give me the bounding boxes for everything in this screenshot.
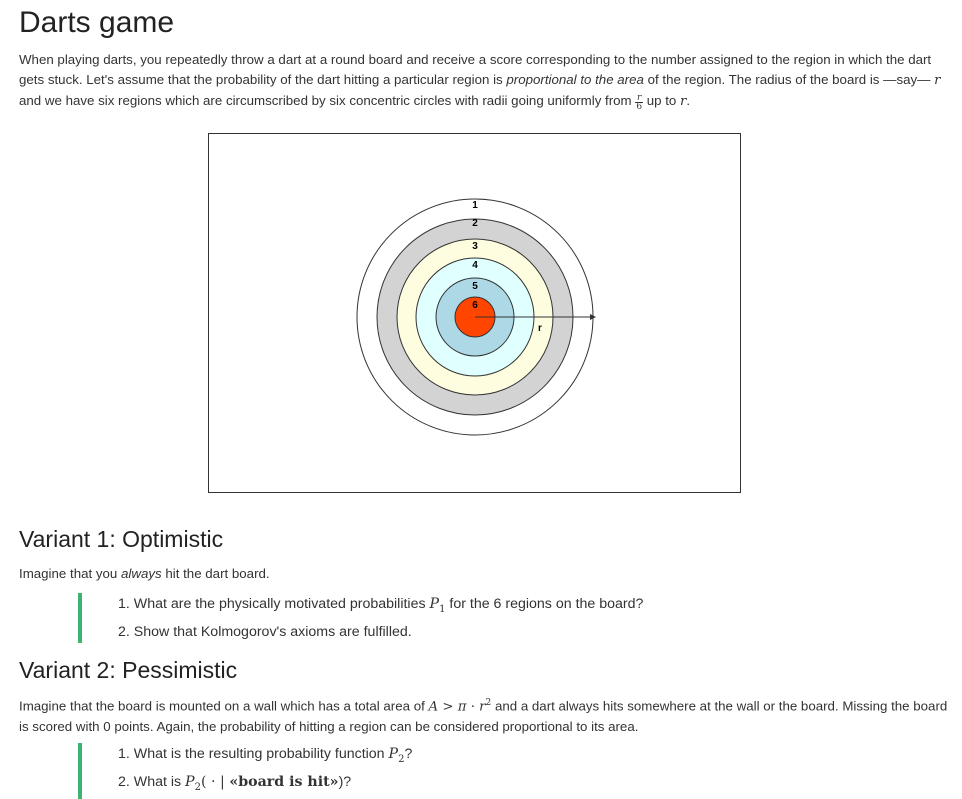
page-title: Darts game (19, 6, 175, 39)
probability-symbol: P (429, 596, 440, 612)
multiply-dot: · (466, 699, 480, 715)
region-label-6: 6 (472, 300, 478, 311)
probability-subscript: 2 (398, 753, 405, 765)
task-text: What is the resulting probability function (133, 746, 389, 762)
task-text: ? (404, 746, 413, 762)
variant-1-task-2 (118, 621, 643, 643)
variant-1-text-b: hit the dart board. (161, 566, 270, 581)
variant-1-text-a: Imagine that you (19, 566, 122, 581)
fraction-denominator: 6 (636, 102, 643, 112)
probability-subscript: 2 (194, 781, 201, 793)
task-number: 2. (118, 773, 130, 790)
region-label-1: 1 (472, 200, 478, 211)
variant-1-heading: Variant 1: Optimistic (19, 526, 224, 552)
greater-than-symbol: > (438, 699, 458, 715)
task-number: 1. (118, 596, 130, 612)
variant-2-text-b: and a dart always hits somewhere at the wall or the board. Missing the board is scored with 0 points. Again, the probability of hitting a region can be considered proportional to its area. (19, 698, 948, 735)
radius-symbol-3: r (479, 699, 486, 715)
radius-symbol: r (934, 73, 941, 88)
intro-text-3: and we have six regions which are circumscribed by six concentric circles with radii going uniformly from (19, 93, 636, 108)
intro-emphasis: proportional to the area (506, 72, 644, 87)
square-exponent: 2 (485, 698, 492, 708)
variant-2-task-1 (118, 743, 412, 771)
conditional-bar: ( · | (200, 773, 230, 790)
fraction-numerator: r (637, 93, 642, 103)
variant-1-task-list (78, 593, 643, 643)
variant-1-emphasis: always (121, 566, 162, 581)
task-text: What are the physically motivated probabilities (133, 596, 430, 612)
region-label-4: 4 (472, 260, 478, 271)
fraction-r-over-6 (635, 94, 643, 111)
task-text: )? (338, 773, 352, 790)
intro-text-4: up to (643, 93, 681, 108)
probability-symbol: P (388, 746, 399, 762)
task-number: 2. (118, 623, 130, 640)
wall-area-symbol: A (428, 699, 439, 715)
region-label-3: 3 (472, 241, 478, 252)
variant-2-task-list (78, 743, 412, 799)
task-text: for the 6 regions on the board? (445, 596, 644, 612)
variant-1-task-1 (118, 593, 643, 621)
variant-2-heading: Variant 2: Pessimistic (19, 657, 238, 683)
dartboard-figure (208, 133, 741, 493)
dartboard-svg (209, 134, 740, 492)
probability-subscript: 1 (439, 603, 446, 615)
pi-symbol: π (457, 699, 467, 715)
variant-2-description (19, 693, 949, 737)
radius-label: r (538, 323, 542, 334)
intro-text-2: of the region. The radius of the board is —say— (643, 72, 935, 87)
intro-text-1: When playing darts, you repeatedly throw a dart at a round board and receive a score corresponding to the number assigned to the region in which the dart gets stuck. Let's assume that the probability of the dart hitting a particular region is (19, 52, 932, 87)
condition-event: «board is hit» (229, 773, 339, 790)
task-number: 1. (118, 746, 130, 762)
region-label-2: 2 (472, 218, 478, 229)
task-text: Show that Kolmogorov's axioms are fulfilled. (133, 623, 412, 640)
variant-2-text-a: Imagine that the board is mounted on a wall which has a total area of (19, 698, 429, 714)
variant-2-task-2 (118, 771, 412, 799)
intro-paragraph (19, 50, 944, 112)
radius-symbol-2: r (680, 94, 687, 109)
variant-1-description (19, 564, 949, 584)
region-label-5: 5 (472, 281, 478, 292)
intro-text-5: . (686, 93, 691, 108)
probability-symbol: P (185, 773, 195, 790)
task-text: What is (133, 773, 186, 790)
